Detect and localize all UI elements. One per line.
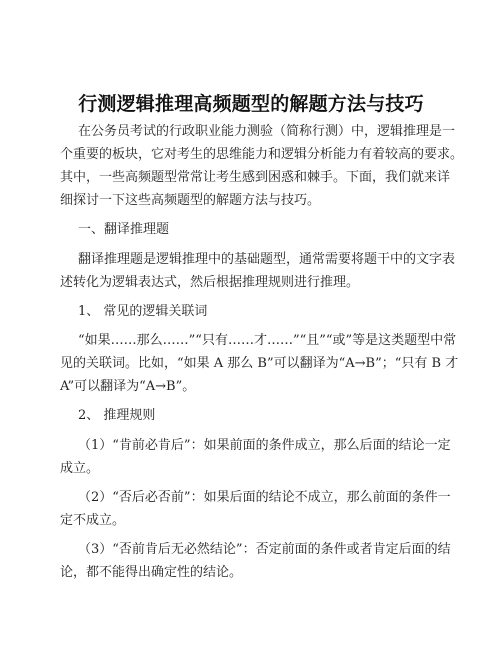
paragraph-intro-line-3: 其中，一些高频题型常常让考生感到困惑和棘手。下面，我们就来详 [60, 170, 451, 185]
paragraph-translation-line-1: 翻译推理题是逻辑推理中的基础题型，通常需要将题干中的文字表 [78, 252, 456, 267]
paragraph-intro-line-2: 个重要的板块，它对考生的思维能力和逻辑分析能力有着较高的要求。 [60, 147, 464, 162]
rule-2-line-2: 定不成立。 [60, 513, 126, 528]
rule-3-line-2: 论，都不能得出确定性的结论。 [60, 565, 243, 580]
paragraph-intro-line-4: 细探讨一下这些高频题型的解题方法与技巧。 [60, 193, 321, 208]
subheading-connectives: 1、 常见的逻辑关联词 [78, 304, 208, 319]
subheading-rules: 2、 推理规则 [78, 408, 156, 423]
document-title: 行测逻辑推理高频题型的解题方法与技巧 [78, 93, 424, 115]
paragraph-connectives-line-3: A”可以翻译为“A→B”。 [60, 379, 196, 394]
rule-1-line-2: 成立。 [60, 461, 100, 476]
rule-3-line-1: （3）“否前肯后无必然结论”：否定前面的条件或者肯定后面的结 [78, 542, 451, 557]
paragraph-intro-line-1: 在公务员考试的行政职业能力测验（简称行测）中，逻辑推理是一 [78, 124, 456, 139]
paragraph-connectives-line-1: “如果……那么……”“只有……才……”“且”“或”等是这类题型中常 [78, 333, 457, 348]
paragraph-translation-line-2: 述转化为逻辑表达式，然后根据推理规则进行推理。 [60, 275, 360, 290]
rule-1-line-1: （1）“肯前必肯后”：如果前面的条件成立，那么后面的结论一定 [78, 438, 451, 453]
rule-2-line-1: （2）“否后必否前”：如果后面的结论不成立，那么前面的条件一 [78, 490, 451, 505]
paragraph-connectives-line-2: 见的关联词。比如，“如果 A 那么 B”可以翻译为“A→B”；“只有 B 才 [60, 356, 459, 371]
section-heading-translation: 一、翻译推理题 [78, 222, 170, 237]
